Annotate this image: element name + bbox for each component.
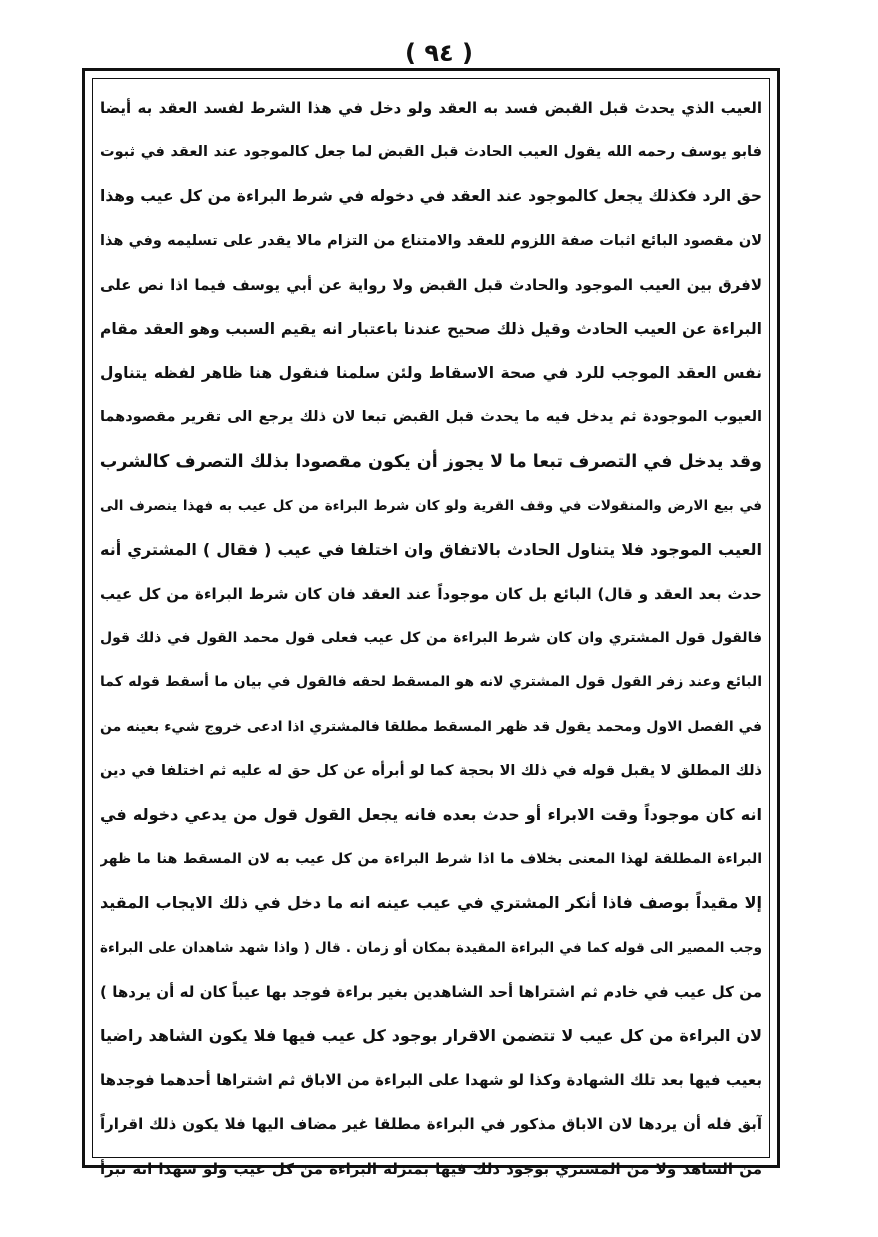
page-body-text <box>100 86 762 1178</box>
page-number: ( ٩٤ ) <box>405 39 473 67</box>
text-line-20: وجب المصير الى قوله كما في البراءة المقيدة بمكان أو زمان . قال ( واذا شهد شاهدان على البراءة <box>100 939 762 956</box>
text-line-2: فابو يوسف رحمه الله يقول العيب الحادث قبل القبض لما جعل كالموجود عند العقد في ثبوت <box>100 144 762 161</box>
text-line-23: بعيب فيها بعد تلك الشهادة وكذا لو شهدا على البراءة من الاباق ثم اشتراها أحدهما فوجدها <box>100 1071 762 1090</box>
text-line-10: في بيع الارض والمنقولات في وقف القرية ولو كان شرط البراءة من كل عيب به فهذا ينصرف الى <box>100 497 762 514</box>
text-line-25: من الشاهد ولا من المشتري بوجود ذلك فيها بمنزلة البراءة من كل عيب ولو شهدا انه تبرأ <box>100 1159 762 1178</box>
text-line-22: لان البراءة من كل عيب لا تتضمن الاقرار بوجود كل عيب فيها فلا يكون الشاهد راضيا <box>100 1025 762 1045</box>
text-line-21: من كل عيب في خادم ثم اشتراها أحد الشاهدين بغير براءة فوجد بها عيباً كان له أن يردها ) <box>100 982 762 1001</box>
text-line-1: العيب الذي يحدث قبل القبض فسد به العقد ولو دخل في هذا الشرط لفسد العقد به أيضا <box>100 99 762 117</box>
text-line-16: ذلك المطلق لا يقبل قوله في ذلك الا بحجة كما لو أبرأه عن كل حق له عليه ثم اختلفا في دين <box>100 762 762 779</box>
text-line-4: لان مقصود البائع اثبات صفة اللزوم للعقد والامتناع من التزام مالا يقدر على تسليمه وفي هذا <box>100 232 762 249</box>
text-line-12: حدث بعد العقد و قال) البائع بل كان موجوداً عند العقد فان كان شرط البراءة من كل عيب <box>100 585 762 604</box>
text-line-19: إلا مقيداً بوصف فاذا أنكر المشتري في عيب عينه انه ما دخل في ذلك الايجاب المقيد <box>100 893 762 913</box>
text-line-7: نفس العقد الموجب للرد في صحة الاسقاط ولئن سلمنا فنقول هنا ظاهر لفظه يتناول <box>100 364 762 383</box>
text-line-13: فالقول قول المشتري وان كان شرط البراءة من كل عيب فعلى قول محمد القول في ذلك قول <box>100 630 762 647</box>
text-line-8: العيوب الموجودة ثم يدخل فيه ما يحدث قبل القبض تبعا لان ذلك يرجع الى تقرير مقصودهما <box>100 409 762 426</box>
text-line-18: البراءة المطلقة لهذا المعنى بخلاف ما اذا شرط البراءة من كل عيب به لان المسقط هنا ما ظهر <box>100 851 762 868</box>
text-line-17: انه كان موجوداً وقت الابراء أو حدث بعده فانه يجعل القول قول من يدعي دخوله في <box>100 805 762 824</box>
text-line-24: آبق فله أن يردها لان الاباق مذكور في البراءة مطلقا غير مضاف اليها فلا يكون ذلك اقراراً <box>100 1115 762 1134</box>
text-line-15: في الفصل الاول ومحمد يقول قد ظهر المسقط مطلقا فالمشتري اذا ادعى خروج شيء بعينه من <box>100 718 762 735</box>
text-line-11: العيب الموجود فلا يتناول الحادث بالاتفاق وان اختلفا في عيب ( فقال ) المشتري أنه <box>100 539 762 559</box>
text-line-3: حق الرد فكذلك يجعل كالموجود عند العقد في دخوله في شرط البراءة من كل عيب وهذا <box>100 187 762 206</box>
text-line-5: لافرق بين العيب الموجود والحادث قبل القبض ولا رواية عن أبي يوسف فيما اذا نص على <box>100 275 762 294</box>
text-line-9: وقد يدخل في التصرف تبعا ما لا يجوز أن يكون مقصودا بذلك التصرف كالشرب <box>100 451 762 472</box>
text-line-14: البائع وعند زفر القول قول المشتري لانه هو المسقط لحقه فالقول في بيان ما أسقط قوله كما <box>100 674 762 691</box>
text-line-6: البراءة عن العيب الحادث وقيل ذلك صحيح عندنا باعتبار انه يقيم السبب وهو العقد مقام <box>100 319 762 338</box>
